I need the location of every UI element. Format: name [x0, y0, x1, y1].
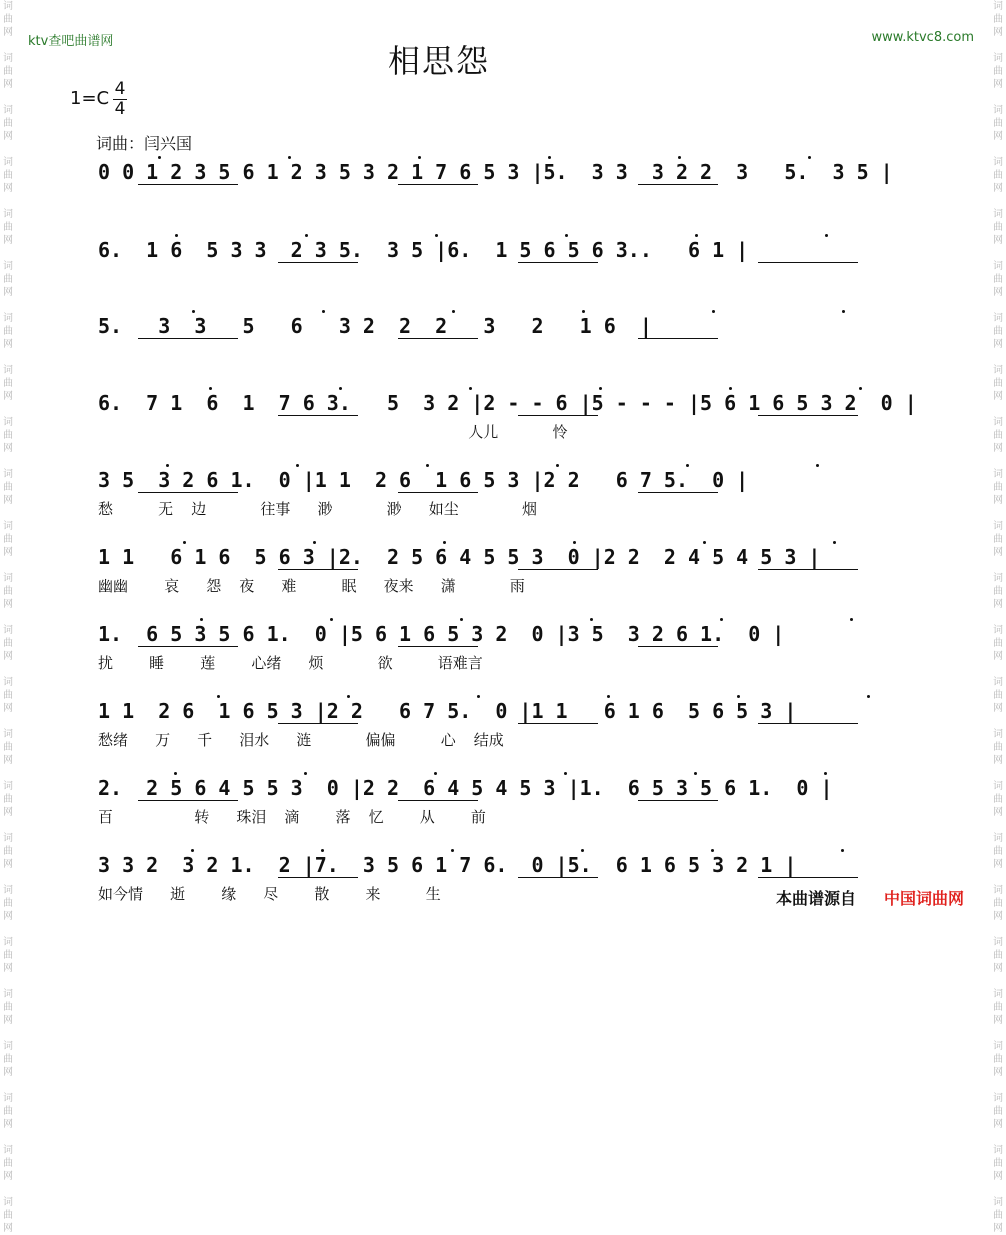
beam-line [398, 184, 478, 185]
score-row [98, 776, 910, 832]
score-row-notes: 6. 7 1 6 1 7 6 3. 5 3 2 |2 - - 6 |5 - - - |5 6 1 6 5 3 2 0 | [98, 391, 917, 415]
site-name-left[interactable]: ktv查吧曲谱网 [28, 34, 114, 49]
source-label: 本曲谱源自 [776, 889, 857, 908]
octave-dot [158, 156, 161, 159]
score-row [98, 160, 910, 216]
octave-dot [288, 156, 291, 159]
octave-dot [330, 618, 333, 621]
octave-dot [867, 695, 870, 698]
octave-dot [564, 772, 567, 775]
octave-dot [825, 234, 828, 237]
beam-line [138, 184, 238, 185]
beam-line [398, 646, 478, 647]
octave-dot [166, 464, 169, 467]
octave-dot [582, 310, 585, 313]
site-name-right[interactable]: www.ktvc8.com [871, 30, 974, 45]
octave-dot [694, 772, 697, 775]
octave-dot [217, 695, 220, 698]
watermark-right: 词 曲 网 词 曲 网 词 曲 网 词 曲 网 词 曲 网 词 曲 网 词 曲 网 词 曲 网 词 曲 网 词 曲 网 词 曲 网 词 曲 网 词 曲 网 词 曲 网 词 曲 网 词 曲 网 词 曲 网 词 曲 网 词 曲 网 词 曲 网 词 曲 网 词 曲 网 词 曲 网 词 曲 网 [993, 1, 1003, 1234]
octave-dot [573, 541, 576, 544]
octave-dot [443, 541, 446, 544]
octave-dot [729, 387, 732, 390]
octave-dot [426, 464, 429, 467]
octave-dot [460, 618, 463, 621]
beam-line [758, 723, 858, 724]
octave-dot [175, 234, 178, 237]
octave-dot [313, 541, 316, 544]
octave-dot [452, 310, 455, 313]
beam-line [758, 262, 858, 263]
beam-line [138, 800, 238, 801]
octave-dot [322, 310, 325, 313]
octave-dot [209, 387, 212, 390]
octave-dot [711, 849, 714, 852]
beam-line [758, 415, 858, 416]
score-row [98, 699, 910, 755]
octave-dot [703, 541, 706, 544]
score-row-notes: 1 1 6 1 6 5 6 3 |2. 2 5 6 4 5 5 3 0 |2 2 2 4 5 4 5 3 | [98, 545, 821, 569]
octave-dot [451, 849, 454, 852]
score-row-notes: 0 0 1 2 3 5 6 1 2 3 5 3 2 1 7 6 5 3 |5. 3 3 3 2 2 3 5. 3 5 | [98, 160, 893, 184]
score-row [98, 622, 910, 678]
beam-line [398, 800, 478, 801]
octave-dot [607, 695, 610, 698]
score-row-notes: 2. 2 5 6 4 5 5 3 0 |2 2 6 4 5 4 5 3 |1. 6 5 3 5 6 1. 0 | [98, 776, 833, 800]
score-row-notes: 5. 3 3 5 6 3 2 2 2 3 2 1 6 | [98, 314, 652, 338]
beam-line [138, 646, 238, 647]
score-row-lyrics: 扰 睡 莲 心绪 烦 欲 语难言 [98, 654, 483, 672]
score-row-lyrics: 愁绪 万 千 泪水 涟 偏偏 心 结成 [98, 731, 504, 749]
octave-dot [599, 387, 602, 390]
octave-dot [469, 387, 472, 390]
octave-dot [678, 156, 681, 159]
octave-dot [477, 695, 480, 698]
song-title: 相思怨 [388, 42, 491, 80]
score-row-lyrics: 百 转 珠泪 滴 落 忆 从 前 [98, 808, 486, 826]
beam-line [638, 184, 718, 185]
octave-dot [305, 234, 308, 237]
octave-dot [686, 464, 689, 467]
score-row-notes: 1. 6 5 3 5 6 1. 0 |5 6 1 6 5 3 2 0 |3 5 3 2 6 1. 0 | [98, 622, 785, 646]
octave-dot [712, 310, 715, 313]
octave-dot [339, 387, 342, 390]
score-row-notes: 1 1 2 6 1 6 5 3 |2 2 6 7 5. 0 |1 1 6 1 6 5 6 5 3 | [98, 699, 797, 723]
octave-dot [841, 849, 844, 852]
time-signature-top: 4 [114, 79, 126, 99]
beam-line [758, 569, 858, 570]
octave-dot [824, 772, 827, 775]
score-row-lyrics: 人儿 怜 [98, 423, 568, 441]
octave-dot [850, 618, 853, 621]
beam-line [758, 877, 858, 878]
beam-line [518, 877, 598, 878]
octave-dot [548, 156, 551, 159]
octave-dot [859, 387, 862, 390]
beam-line [278, 415, 358, 416]
beam-line [398, 492, 478, 493]
octave-dot [347, 695, 350, 698]
beam-line [638, 338, 718, 339]
score-row-notes: 3 3 2 3 2 1. 2 |7. 3 5 6 1 7 6. 0 |5. 6 1 6 5 3 2 1 | [98, 853, 797, 877]
octave-dot [590, 618, 593, 621]
key-signature: 1=C [70, 88, 110, 109]
beam-line [138, 492, 238, 493]
octave-dot [842, 310, 845, 313]
beam-line [518, 415, 598, 416]
octave-dot [200, 618, 203, 621]
beam-line [138, 338, 238, 339]
beam-line [278, 723, 358, 724]
time-signature-bottom: 4 [114, 99, 126, 119]
score-row [98, 391, 917, 447]
score-row-notes: 3 5 3 2 6 1. 0 |1 1 2 6 1 6 5 3 |2 2 6 7 5. 0 | [98, 468, 749, 492]
beam-line [638, 492, 718, 493]
octave-dot [556, 464, 559, 467]
octave-dot [581, 849, 584, 852]
octave-dot [296, 464, 299, 467]
octave-dot [833, 541, 836, 544]
score-row [98, 468, 910, 524]
score-row-lyrics: 愁 无 边 往事 渺 渺 如尘 烟 [98, 500, 537, 518]
composer-credit: 词曲：闫兴国 [96, 134, 193, 153]
beam-line [278, 569, 358, 570]
octave-dot [191, 849, 194, 852]
beam-line [638, 646, 718, 647]
beam-line [278, 877, 358, 878]
octave-dot [816, 464, 819, 467]
octave-dot [434, 772, 437, 775]
beam-line [278, 262, 358, 263]
score-row [98, 314, 910, 370]
score-row [98, 238, 910, 294]
beam-line [518, 262, 598, 263]
octave-dot [174, 772, 177, 775]
octave-dot [720, 618, 723, 621]
octave-dot [737, 695, 740, 698]
octave-dot [695, 234, 698, 237]
beam-line [398, 338, 478, 339]
octave-dot [808, 156, 811, 159]
source-site-link[interactable]: 中国词曲网 [884, 889, 965, 908]
octave-dot [435, 234, 438, 237]
octave-dot [192, 310, 195, 313]
beam-line [518, 569, 598, 570]
score-row-notes: 6. 1 6 5 3 3 2 3 5. 3 5 |6. 1 5 6 5 6 3.. 6 1 | [98, 238, 749, 262]
octave-dot [321, 849, 324, 852]
score-row-lyrics: 如今情 逝 缘 尽 散 来 生 [98, 885, 441, 903]
beam-line [518, 723, 598, 724]
octave-dot [565, 234, 568, 237]
octave-dot [304, 772, 307, 775]
beam-line [638, 800, 718, 801]
octave-dot [418, 156, 421, 159]
watermark-left: 词 曲 网 词 曲 网 词 曲 网 词 曲 网 词 曲 网 词 曲 网 词 曲 网 词 曲 网 词 曲 网 词 曲 网 词 曲 网 词 曲 网 词 曲 网 词 曲 网 词 曲 网 词 曲 网 词 曲 网 词 曲 网 词 曲 网 词 曲 网 词 曲 网 词 曲 网 词 曲 网 词 曲 网 [3, 1, 13, 1234]
octave-dot [183, 541, 186, 544]
score-row-lyrics: 幽幽 哀 怨 夜 难 眠 夜来 潇 雨 [98, 577, 525, 595]
score-row [98, 545, 910, 601]
time-signature [113, 80, 127, 119]
